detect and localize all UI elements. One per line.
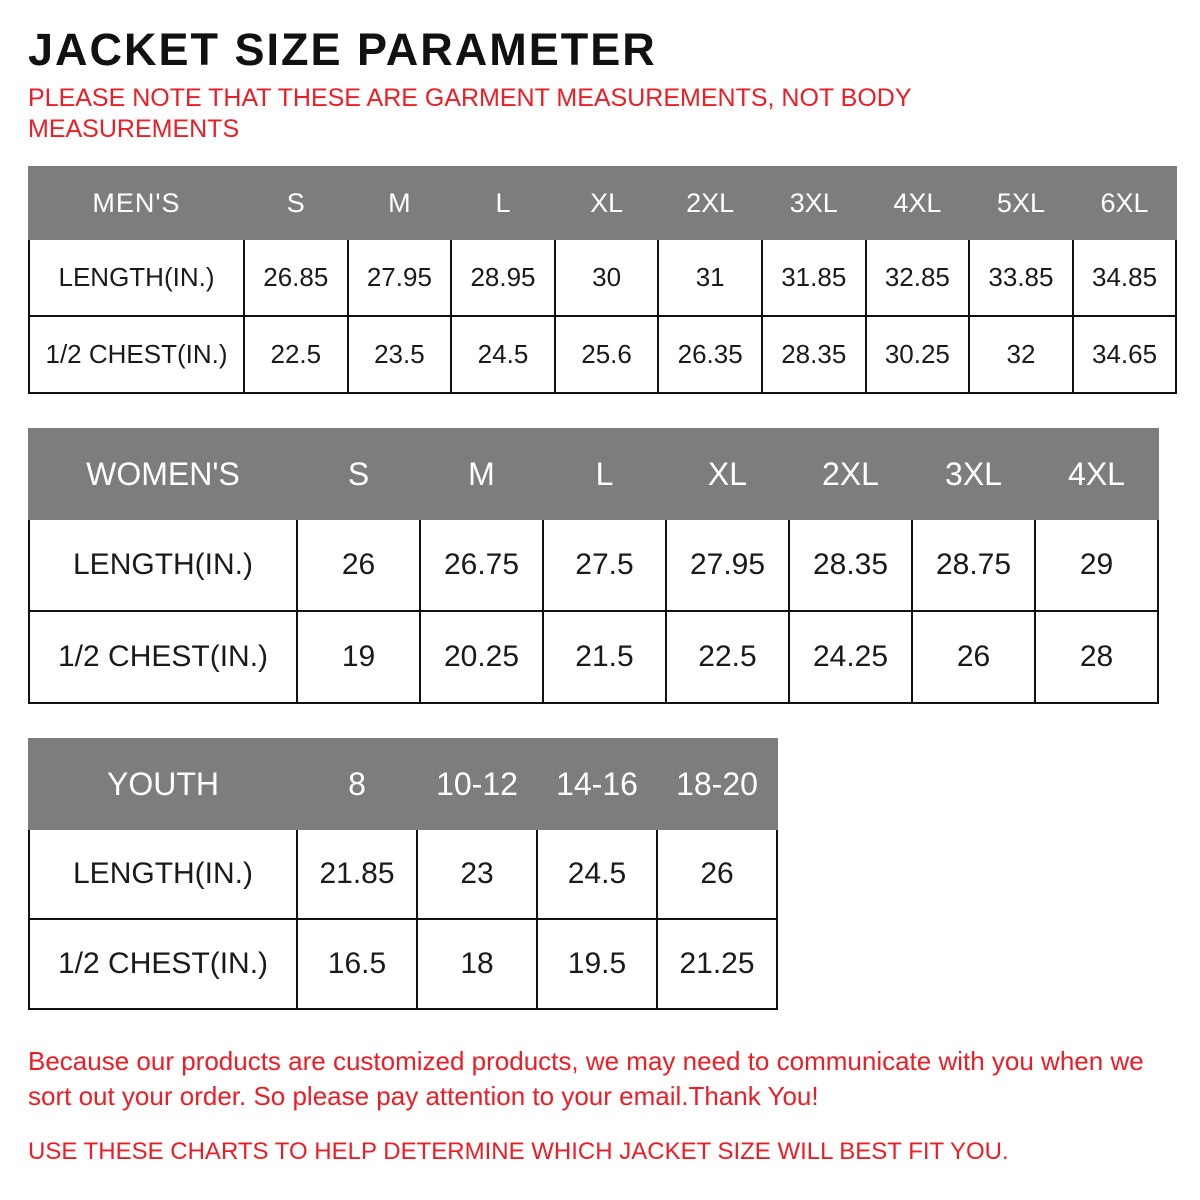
youth-size-table — [28, 738, 778, 1010]
womens-size-header: XL — [666, 429, 789, 519]
mens-size-header: M — [348, 167, 452, 239]
table-cell: 28.35 — [789, 519, 912, 611]
table-cell: 28 — [1035, 611, 1158, 703]
table-cell: 27.95 — [666, 519, 789, 611]
table-row — [29, 239, 1176, 316]
table-cell: 27.95 — [348, 239, 452, 316]
table-cell: 34.85 — [1073, 239, 1177, 316]
table-cell: 28.35 — [762, 316, 866, 393]
table-cell: 22.5 — [666, 611, 789, 703]
womens-size-table — [28, 428, 1159, 704]
table-cell: 26 — [297, 519, 420, 611]
table-cell: 19 — [297, 611, 420, 703]
table-cell: 26.75 — [420, 519, 543, 611]
womens-size-header: 2XL — [789, 429, 912, 519]
youth-size-header: 18-20 — [657, 739, 777, 829]
womens-size-header: S — [297, 429, 420, 519]
table-cell: 21.5 — [543, 611, 666, 703]
womens-table-title: WOMEN'S — [29, 429, 297, 519]
mens-table-title: MEN'S — [29, 167, 244, 239]
table-cell: 22.5 — [244, 316, 348, 393]
table-cell: 27.5 — [543, 519, 666, 611]
youth-size-header: 14-16 — [537, 739, 657, 829]
table-cell: 21.25 — [657, 919, 777, 1009]
table-row — [29, 611, 1158, 703]
table-header-row — [29, 429, 1158, 519]
row-label: 1/2 CHEST(IN.) — [29, 316, 244, 393]
table-cell: 23 — [417, 829, 537, 919]
table-cell: 26 — [657, 829, 777, 919]
table-cell: 30 — [555, 239, 659, 316]
table-row — [29, 919, 777, 1009]
table-cell: 16.5 — [297, 919, 417, 1009]
mens-size-header: 5XL — [969, 167, 1073, 239]
mens-size-header: 4XL — [866, 167, 970, 239]
table-row — [29, 519, 1158, 611]
row-label: 1/2 CHEST(IN.) — [29, 611, 297, 703]
footer-note: USE THESE CHARTS TO HELP DETERMINE WHICH JACKET SIZE WILL BEST FIT YOU. — [28, 1138, 1009, 1166]
table-cell: 30.25 — [866, 316, 970, 393]
row-label: 1/2 CHEST(IN.) — [29, 919, 297, 1009]
table-cell: 32 — [969, 316, 1073, 393]
table-cell: 25.6 — [555, 316, 659, 393]
footer-paragraph: Because our products are customized products, we may need to communicate with you when we sort out your order. So please pay attention to your email.Thank You! — [28, 1046, 1144, 1112]
mens-size-header: XL — [555, 167, 659, 239]
table-cell: 29 — [1035, 519, 1158, 611]
youth-size-header: 8 — [297, 739, 417, 829]
footer — [28, 1044, 1172, 1167]
mens-size-header: 3XL — [762, 167, 866, 239]
table-row — [29, 829, 777, 919]
womens-size-header: 4XL — [1035, 429, 1158, 519]
mens-size-header: 6XL — [1073, 167, 1177, 239]
table-cell: 26 — [912, 611, 1035, 703]
table-cell: 33.85 — [969, 239, 1073, 316]
womens-size-header: M — [420, 429, 543, 519]
table-cell: 24.5 — [451, 316, 555, 393]
table-cell: 24.25 — [789, 611, 912, 703]
table-cell: 23.5 — [348, 316, 452, 393]
table-cell: 20.25 — [420, 611, 543, 703]
table-header-row — [29, 739, 777, 829]
table-cell: 32.85 — [866, 239, 970, 316]
table-cell: 34.65 — [1073, 316, 1177, 393]
mens-size-table — [28, 166, 1177, 394]
youth-table-title: YOUTH — [29, 739, 297, 829]
table-row — [29, 316, 1176, 393]
table-cell: 18 — [417, 919, 537, 1009]
page-title: JACKET SIZE PARAMETER — [28, 24, 657, 75]
row-label: LENGTH(IN.) — [29, 239, 244, 316]
row-label: LENGTH(IN.) — [29, 829, 297, 919]
table-cell: 19.5 — [537, 919, 657, 1009]
table-cell: 31.85 — [762, 239, 866, 316]
table-header-row — [29, 167, 1176, 239]
mens-size-header: S — [244, 167, 348, 239]
row-label: LENGTH(IN.) — [29, 519, 297, 611]
table-cell: 31 — [658, 239, 762, 316]
table-cell: 28.95 — [451, 239, 555, 316]
table-cell: 21.85 — [297, 829, 417, 919]
mens-size-header: 2XL — [658, 167, 762, 239]
table-cell: 26.85 — [244, 239, 348, 316]
table-cell: 26.35 — [658, 316, 762, 393]
womens-size-header: 3XL — [912, 429, 1035, 519]
header-note: PLEASE NOTE THAT THESE ARE GARMENT MEASUREMENTS, NOT BODY MEASUREMENTS — [28, 84, 912, 143]
youth-size-header: 10-12 — [417, 739, 537, 829]
womens-size-header: L — [543, 429, 666, 519]
mens-size-header: L — [451, 167, 555, 239]
table-cell: 24.5 — [537, 829, 657, 919]
table-cell: 28.75 — [912, 519, 1035, 611]
